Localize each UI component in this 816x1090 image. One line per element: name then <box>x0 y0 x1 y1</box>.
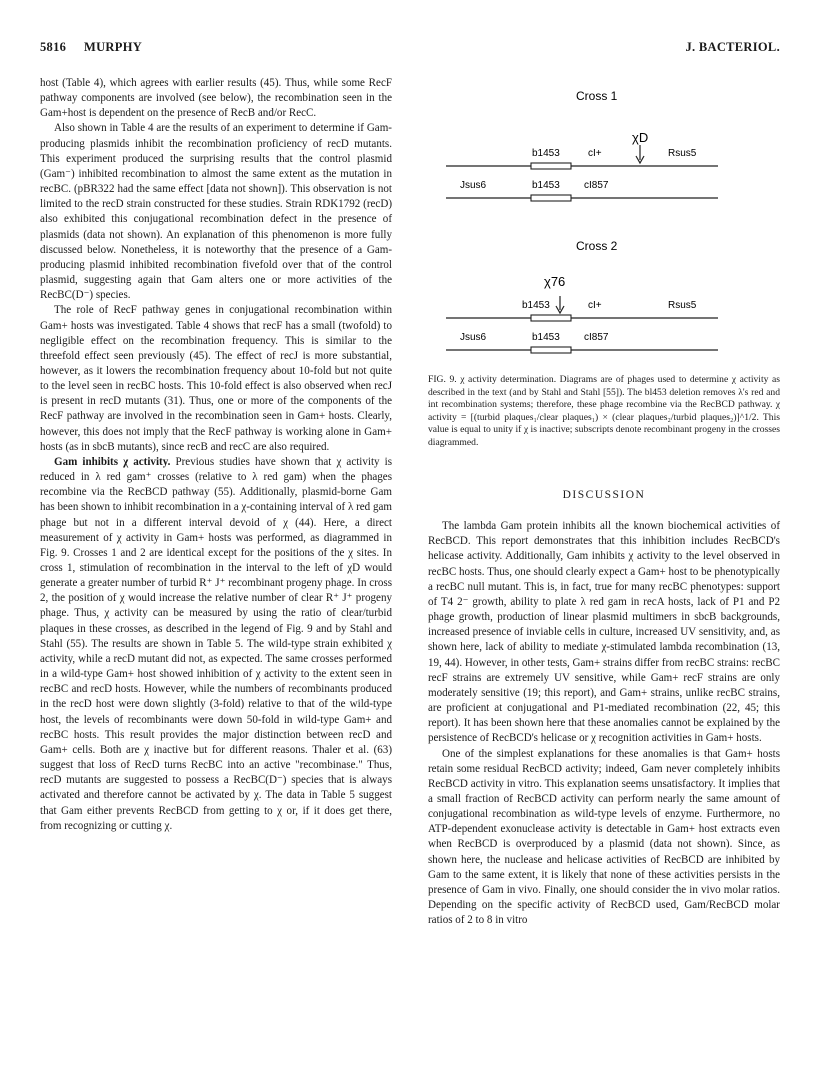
cross1-top-label: Rsus5 <box>668 148 697 159</box>
cross1-bottom-label: cI857 <box>584 180 609 191</box>
paragraph: Also shown in Table 4 are the results of an experiment to determine if Gam-producing plasmids inhibit the recombination proficiency of recD mutants. This experiment produced the surprising results that the control plasmid (Gam⁻) inhibited recombination to almost the same extent as the mutation in recBC. (pBR322 had the same effect [data not shown]). This observation is not limited to the recD strain constructed for these studies. Strain RDK1792 (recD) also exhibited this conjugational recombination defect in the presence of plasmids (data not shown). An explanation of this phenomenon is more fully discussed below. Nonetheless, it is noteworthy that the presence of a Gam-producing plasmid inhibited recombination fivefold over that of the control plasmid, suggesting again that Gam alters one or more activities of the RecBC(D⁻) species. <box>40 122 392 302</box>
cross2-top-label: b1453 <box>522 300 550 311</box>
paragraph: One of the simplest explanations for these anomalies is that Gam+ hosts retain some residual RecBCD activity; indeed, Gam never completely inhibits RecBCD activity in vitro. This explanation seems unsatisfactory. It implies that a small fraction of RecBCD activity can perform nearly the same amount of conjugational recombination as wild-type levels of enzyme. Furthermore, no ATP-dependent exonuclease activity is detectable in Gam+ host extracts even when RecBCD is overproduced by a plasmid (data not shown). Since, as shown here, the nuclease and helicase activities of RecBCD are inhibited by Gam to the same extent, it is likely that none of these activities persists in the presence of Gam in vivo. Finally, one should consider the in vivo molar ratios. Depending on the specific activity of RecBCD used, Gam/RecBCD molar ratios of 2 to 8 in vitro <box>428 747 780 927</box>
cross1-deletion-box <box>531 163 571 169</box>
cross1-bottom-label: Jsus6 <box>460 180 487 191</box>
cross2-chi-label: χ76 <box>544 274 566 289</box>
paragraph: The role of RecF pathway genes in conjugational recombination within Gam+ hosts was investigated. Table 4 shows that recF has a small (twofold) to negligible effect on the recombination frequency. This is similar to the threefold effect seen previously (45). The effect of recJ is more substantial, however, as it lowers the recombination frequency about 10-fold but not quite to the level seen in recBC hosts. This 10-fold effect is also observed when recJ is present in recD mutants (31). Thus, one or more of the components of the RecF pathway are involved in the recombination seen in Gam+ hosts. Clearly, however, this does not imply that the RecF pathway is working alone in Gam+ hosts (as in sbcB mutants), since recB and recC are also required. <box>40 304 392 453</box>
running-header <box>40 40 780 60</box>
gam-paragraph <box>40 455 392 834</box>
figure-caption: FIG. 9. χ activity determination. Diagrams are of phages used to determine χ activity as described in the text (and by Stahl and Stahl [55]). The bl453 deletion removes λ's red and int recombination systems; therefore, these phage recombine via the RecBCD pathway. χ activity = [(turbid plaques₁/clear plaques₁) × (clear plaques₂/turbid plaques₂)]^1/2. This value is equal to unity if χ is inactive; subscripts denote recombinant progeny in the crosses diagrammed. <box>428 374 780 448</box>
cross2-deletion-box <box>531 347 571 353</box>
right-column <box>428 488 780 928</box>
cross1-chi-label: χD <box>632 130 649 145</box>
journal-name: J. BACTERIOL. <box>685 40 780 54</box>
cross2-bottom-label: cI857 <box>584 332 609 343</box>
cross1-deletion-box <box>531 195 571 201</box>
cross1-top-label: b1453 <box>532 148 560 159</box>
left-column <box>40 76 392 834</box>
cross2-title: Cross 2 <box>576 239 618 253</box>
subsection-heading: Gam inhibits χ activity. <box>54 455 171 468</box>
paragraph: host (Table 4), which agrees with earlier results (45). Thus, while some RecF pathway components are involved (see below), the recombination seen in the Gam+host is dependent on the presence of RecB and/or RecC. <box>40 77 392 120</box>
author-name: MURPHY <box>84 40 143 54</box>
section-heading-discussion: DISCUSSION <box>562 489 646 501</box>
cross2-top-label: cI+ <box>588 300 602 311</box>
paragraph: The lambda Gam protein inhibits all the known biochemical activities of RecBCD. This report demonstrates that this inhibition includes RecBCD's helicase activity. Additionally, Gam inhibits χ activity to the level observed in recBC hosts. Thus, one should clearly expect a Gam+ host to be phenotypically a recBC null mutant. This is, in fact, true for many recBC phenotypes: support of T4 2⁻ growth, ability to plate λ red gam in recA hosts, lack of P1 and P2 phage growth, production of linear plasmid multimers in sbcB backgrounds, increased presence of inviable cells in culture, increased UV sensitivity, and, as shown here, lack of ability to mediate χ-stimulated lambda recombination (13, 19, 44). However, in other tests, Gam+ strains differ from recBC strains: recBC recF strains are extremely UV sensitive, while Gam+ recF strains are only moderately sensitive (19; this report), and Gam+ strains, unlike recBC strains, are proficient at conjugational and P1-mediated recombination (22, 45; this report). It has been shown here that these anomalies cannot be explained by the persistence of RecBCD's helicase or χ recognition activities in Gam+ hosts. <box>428 520 780 745</box>
cross2-bottom-label: Jsus6 <box>460 332 487 343</box>
figure-9 <box>428 86 780 366</box>
cross1-title: Cross 1 <box>576 89 618 103</box>
cross1-bottom-label: b1453 <box>532 180 560 191</box>
phage-cross-diagram <box>428 86 780 366</box>
paragraph-text: Previous studies have shown that χ activity is reduced in λ red gam⁺ crosses (relative to λ red gam) when the phages recombine via the RecBCD pathway (55). Additionally, plasmid-borne Gam has been shown to inhibit recombination in a χ-containing interval of λ red gam phage but not in a different interval devoid of χ (44). Here, a direct measurement of χ activity in Gam+ hosts was performed, as diagrammed in Fig. 9. Crosses 1 and 2 are identical except for the positions of the χ sites. In cross 1, stimulation of recombination in the interval to the left of χD would generate a greater number of turbid R⁺ J⁺ recombinant progeny phage. In cross 2, the position of χ would increase the relative number of clear R⁺ J⁺ progeny phage. Thus, χ activity can be measured by using the ratio of clear/turbid plaques in these crosses, as described in the legend of Fig. 9 and by Stahl and Stahl (55). The results are shown in Table 5. The wild-type strain exhibited χ activity, while a recD mutant did not, as expected. The same crosses performed in a wild-type Gam+ host showed inhibition of χ activity to the extent seen in recBC and recD hosts. However, while the numbers of recombinants produced in the recD host were down slightly (3-fold) relative to that of the wild-type host, the levels of recombinants were down 50-fold in wild-type Gam+ and recBC hosts. This result provides the major distinction between recD and Gam+ cells. Both are χ inactive but for different reasons. Thaler et al. (63) suggest that loss of RecD turns RecBC into an active "recombinase." Thus, recD mutants are suggested to possess a RecBC(D⁻) species that is always activated and therefore cannot be activated by χ. The data in Table 5 suggest that Gam either prevents RecBCD from getting to χ or, if it does get there, from recognizing or cutting χ. <box>40 455 392 832</box>
page-number: 5816 <box>40 40 67 54</box>
cross2-bottom-label: b1453 <box>532 332 560 343</box>
cross2-top-label: Rsus5 <box>668 300 697 311</box>
cross1-top-label: cI+ <box>588 148 602 159</box>
cross2-deletion-box <box>531 315 571 321</box>
